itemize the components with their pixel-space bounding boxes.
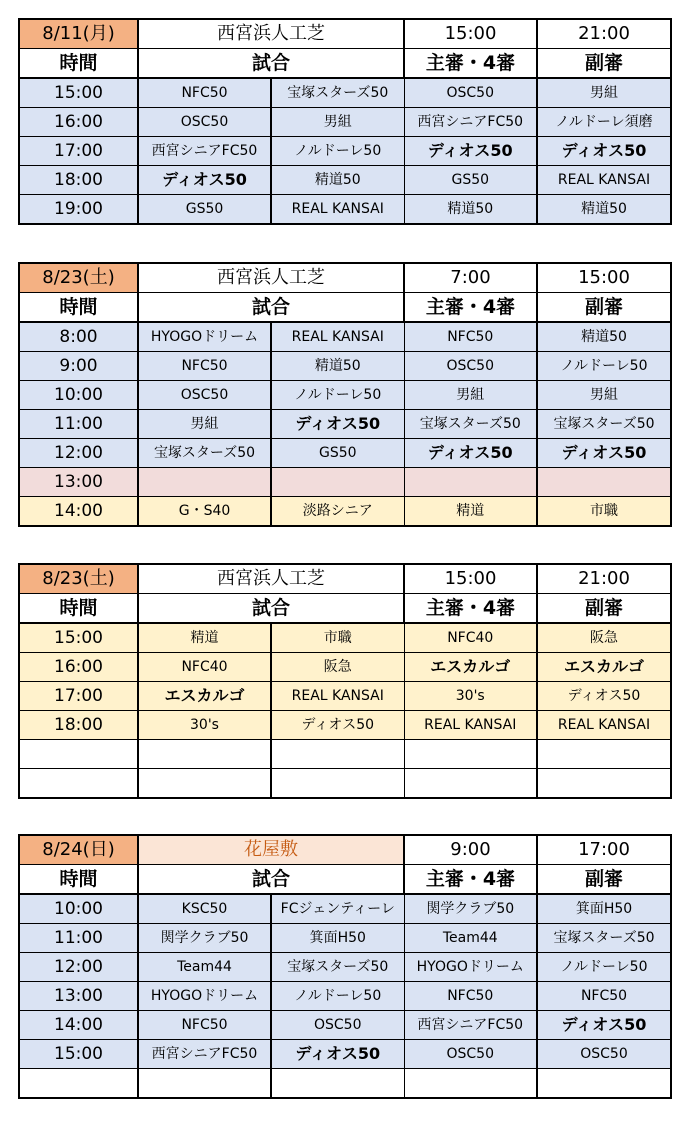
table-row: [19, 1069, 671, 1099]
assistant-cell: ディオス50: [537, 439, 671, 468]
team2-cell: REAL KANSAI: [271, 322, 404, 352]
time-cell: 17:00: [19, 682, 138, 711]
referee-cell: OSC50: [404, 1040, 537, 1069]
team2-cell: 男組: [271, 108, 404, 137]
team2-cell: ノルドーレ50: [271, 982, 404, 1011]
assistant-header: 副審: [537, 49, 671, 79]
time-cell: 12:00: [19, 953, 138, 982]
time-cell: [19, 740, 138, 769]
assistant-cell: ノルドーレ須磨: [537, 108, 671, 137]
assistant-cell: 宝塚スターズ50: [537, 410, 671, 439]
team2-cell: REAL KANSAI: [271, 682, 404, 711]
date-header-row: [19, 835, 671, 865]
team2-cell: 淡路シニア: [271, 497, 404, 527]
team2-cell: [271, 468, 404, 497]
referee-cell: [404, 468, 537, 497]
assistant-cell: ディオス50: [537, 1011, 671, 1040]
table-row: [19, 137, 671, 166]
team2-cell: ディオス50: [271, 711, 404, 740]
team2-cell: ディオス50: [271, 410, 404, 439]
table-row: [19, 352, 671, 381]
team2-cell: REAL KANSAI: [271, 195, 404, 225]
referee-header: 主審・4審: [404, 594, 537, 624]
table-row: [19, 1011, 671, 1040]
table-row: [19, 982, 671, 1011]
time-cell: 10:00: [19, 894, 138, 924]
referee-cell: 30's: [404, 682, 537, 711]
time-cell: 17:00: [19, 137, 138, 166]
table-row: [19, 410, 671, 439]
table-row: [19, 439, 671, 468]
referee-cell: 宝塚スターズ50: [404, 410, 537, 439]
time-cell: 14:00: [19, 1011, 138, 1040]
schedule-table: [18, 563, 672, 799]
time-header: 時間: [19, 865, 138, 895]
start-time-cell: 15:00: [404, 19, 537, 49]
table-row: [19, 740, 671, 769]
assistant-cell: 精道50: [537, 322, 671, 352]
team2-cell: 箕面H50: [271, 924, 404, 953]
time-cell: 14:00: [19, 497, 138, 527]
assistant-cell: [537, 468, 671, 497]
table-row: [19, 195, 671, 225]
time-cell: 15:00: [19, 623, 138, 653]
referee-cell: GS50: [404, 166, 537, 195]
referee-cell: HYOGOドリーム: [404, 953, 537, 982]
schedule-table: [18, 262, 672, 527]
assistant-header: 副審: [537, 594, 671, 624]
time-cell: 13:00: [19, 468, 138, 497]
assistant-cell: 阪急: [537, 623, 671, 653]
time-cell: 12:00: [19, 439, 138, 468]
time-cell: 10:00: [19, 381, 138, 410]
assistant-cell: 宝塚スターズ50: [537, 924, 671, 953]
venue-cell: 西宮浜人工芝: [138, 564, 404, 594]
column-header-row: [19, 49, 671, 79]
team2-cell: [271, 1069, 404, 1099]
referee-header: 主審・4審: [404, 865, 537, 895]
assistant-cell: REAL KANSAI: [537, 166, 671, 195]
table-row: [19, 682, 671, 711]
time-cell: 11:00: [19, 924, 138, 953]
team2-cell: FCジェンティーレ: [271, 894, 404, 924]
table-row: [19, 108, 671, 137]
referee-cell: エスカルゴ: [404, 653, 537, 682]
date-cell: 8/11(月): [19, 19, 138, 49]
table-row: [19, 78, 671, 108]
team1-cell: NFC50: [138, 352, 271, 381]
referee-cell: ディオス50: [404, 439, 537, 468]
team1-cell: エスカルゴ: [138, 682, 271, 711]
time-cell: 8:00: [19, 322, 138, 352]
team1-cell: NFC50: [138, 78, 271, 108]
assistant-cell: 箕面H50: [537, 894, 671, 924]
team1-cell: [138, 468, 271, 497]
time-cell: [19, 769, 138, 799]
time-header: 時間: [19, 594, 138, 624]
team1-cell: [138, 740, 271, 769]
referee-cell: 精道: [404, 497, 537, 527]
team1-cell: 関学クラブ50: [138, 924, 271, 953]
table-row: [19, 468, 671, 497]
table-row: [19, 322, 671, 352]
team1-cell: 宝塚スターズ50: [138, 439, 271, 468]
assistant-cell: [537, 740, 671, 769]
referee-cell: 精道50: [404, 195, 537, 225]
time-header: 時間: [19, 293, 138, 323]
team1-cell: Team44: [138, 953, 271, 982]
table-row: [19, 381, 671, 410]
referee-cell: [404, 1069, 537, 1099]
referee-cell: OSC50: [404, 352, 537, 381]
table-row: [19, 894, 671, 924]
referee-cell: 男組: [404, 381, 537, 410]
team1-cell: [138, 1069, 271, 1099]
schedule-table: [18, 18, 672, 225]
team1-cell: NFC40: [138, 653, 271, 682]
table-row: [19, 711, 671, 740]
end-time-cell: 21:00: [537, 19, 671, 49]
referee-cell: Team44: [404, 924, 537, 953]
assistant-cell: ディオス50: [537, 682, 671, 711]
referee-header: 主審・4審: [404, 49, 537, 79]
team1-cell: 精道: [138, 623, 271, 653]
referee-cell: NFC50: [404, 982, 537, 1011]
time-cell: 15:00: [19, 1040, 138, 1069]
referee-cell: 関学クラブ50: [404, 894, 537, 924]
date-header-row: [19, 263, 671, 293]
time-cell: 18:00: [19, 166, 138, 195]
referee-cell: 西宮シニアFC50: [404, 1011, 537, 1040]
team1-cell: HYOGOドリーム: [138, 982, 271, 1011]
venue-cell: 西宮浜人工芝: [138, 19, 404, 49]
time-cell: 11:00: [19, 410, 138, 439]
team1-cell: [138, 769, 271, 799]
time-cell: 18:00: [19, 711, 138, 740]
start-time-cell: 9:00: [404, 835, 537, 865]
time-cell: 13:00: [19, 982, 138, 1011]
team2-cell: 阪急: [271, 653, 404, 682]
team2-cell: [271, 769, 404, 799]
date-cell: 8/24(日): [19, 835, 138, 865]
team2-cell: ディオス50: [271, 1040, 404, 1069]
time-cell: 19:00: [19, 195, 138, 225]
end-time-cell: 17:00: [537, 835, 671, 865]
team1-cell: HYOGOドリーム: [138, 322, 271, 352]
table-row: [19, 623, 671, 653]
assistant-cell: ノルドーレ50: [537, 352, 671, 381]
time-header: 時間: [19, 49, 138, 79]
referee-cell: [404, 769, 537, 799]
referee-cell: [404, 740, 537, 769]
date-cell: 8/23(土): [19, 564, 138, 594]
table-row: [19, 924, 671, 953]
referee-cell: 西宮シニアFC50: [404, 108, 537, 137]
referee-cell: REAL KANSAI: [404, 711, 537, 740]
assistant-cell: [537, 769, 671, 799]
date-cell: 8/23(土): [19, 263, 138, 293]
team1-cell: GS50: [138, 195, 271, 225]
team1-cell: 西宮シニアFC50: [138, 137, 271, 166]
assistant-cell: 市職: [537, 497, 671, 527]
match-header: 試合: [138, 49, 404, 79]
assistant-cell: 男組: [537, 78, 671, 108]
referee-header: 主審・4審: [404, 293, 537, 323]
team1-cell: OSC50: [138, 381, 271, 410]
team1-cell: 西宮シニアFC50: [138, 1040, 271, 1069]
team2-cell: 宝塚スターズ50: [271, 78, 404, 108]
assistant-header: 副審: [537, 293, 671, 323]
time-cell: 15:00: [19, 78, 138, 108]
end-time-cell: 15:00: [537, 263, 671, 293]
start-time-cell: 15:00: [404, 564, 537, 594]
time-cell: [19, 1069, 138, 1099]
referee-cell: NFC40: [404, 623, 537, 653]
assistant-cell: [537, 1069, 671, 1099]
team1-cell: ディオス50: [138, 166, 271, 195]
assistant-header: 副審: [537, 865, 671, 895]
venue-cell: 西宮浜人工芝: [138, 263, 404, 293]
venue-cell: 花屋敷: [138, 835, 404, 865]
team1-cell: 30's: [138, 711, 271, 740]
team2-cell: 精道50: [271, 352, 404, 381]
table-row: [19, 166, 671, 195]
column-header-row: [19, 865, 671, 895]
team2-cell: 市職: [271, 623, 404, 653]
column-header-row: [19, 293, 671, 323]
assistant-cell: REAL KANSAI: [537, 711, 671, 740]
time-cell: 16:00: [19, 653, 138, 682]
team2-cell: [271, 740, 404, 769]
referee-cell: NFC50: [404, 322, 537, 352]
assistant-cell: エスカルゴ: [537, 653, 671, 682]
team1-cell: OSC50: [138, 108, 271, 137]
assistant-cell: NFC50: [537, 982, 671, 1011]
date-header-row: [19, 19, 671, 49]
assistant-cell: 男組: [537, 381, 671, 410]
table-row: [19, 497, 671, 527]
team2-cell: ノルドーレ50: [271, 137, 404, 166]
match-header: 試合: [138, 594, 404, 624]
date-header-row: [19, 564, 671, 594]
referee-cell: ディオス50: [404, 137, 537, 166]
team2-cell: ノルドーレ50: [271, 381, 404, 410]
match-header: 試合: [138, 865, 404, 895]
team2-cell: 精道50: [271, 166, 404, 195]
assistant-cell: ノルドーレ50: [537, 953, 671, 982]
table-row: [19, 1040, 671, 1069]
team1-cell: G・S40: [138, 497, 271, 527]
team2-cell: OSC50: [271, 1011, 404, 1040]
assistant-cell: 精道50: [537, 195, 671, 225]
schedule-table: [18, 834, 672, 1099]
start-time-cell: 7:00: [404, 263, 537, 293]
table-row: [19, 769, 671, 799]
match-header: 試合: [138, 293, 404, 323]
team1-cell: 男組: [138, 410, 271, 439]
team2-cell: 宝塚スターズ50: [271, 953, 404, 982]
time-cell: 16:00: [19, 108, 138, 137]
team1-cell: NFC50: [138, 1011, 271, 1040]
time-cell: 9:00: [19, 352, 138, 381]
assistant-cell: ディオス50: [537, 137, 671, 166]
table-row: [19, 653, 671, 682]
table-row: [19, 953, 671, 982]
referee-cell: OSC50: [404, 78, 537, 108]
end-time-cell: 21:00: [537, 564, 671, 594]
team1-cell: KSC50: [138, 894, 271, 924]
assistant-cell: OSC50: [537, 1040, 671, 1069]
team2-cell: GS50: [271, 439, 404, 468]
column-header-row: [19, 594, 671, 624]
